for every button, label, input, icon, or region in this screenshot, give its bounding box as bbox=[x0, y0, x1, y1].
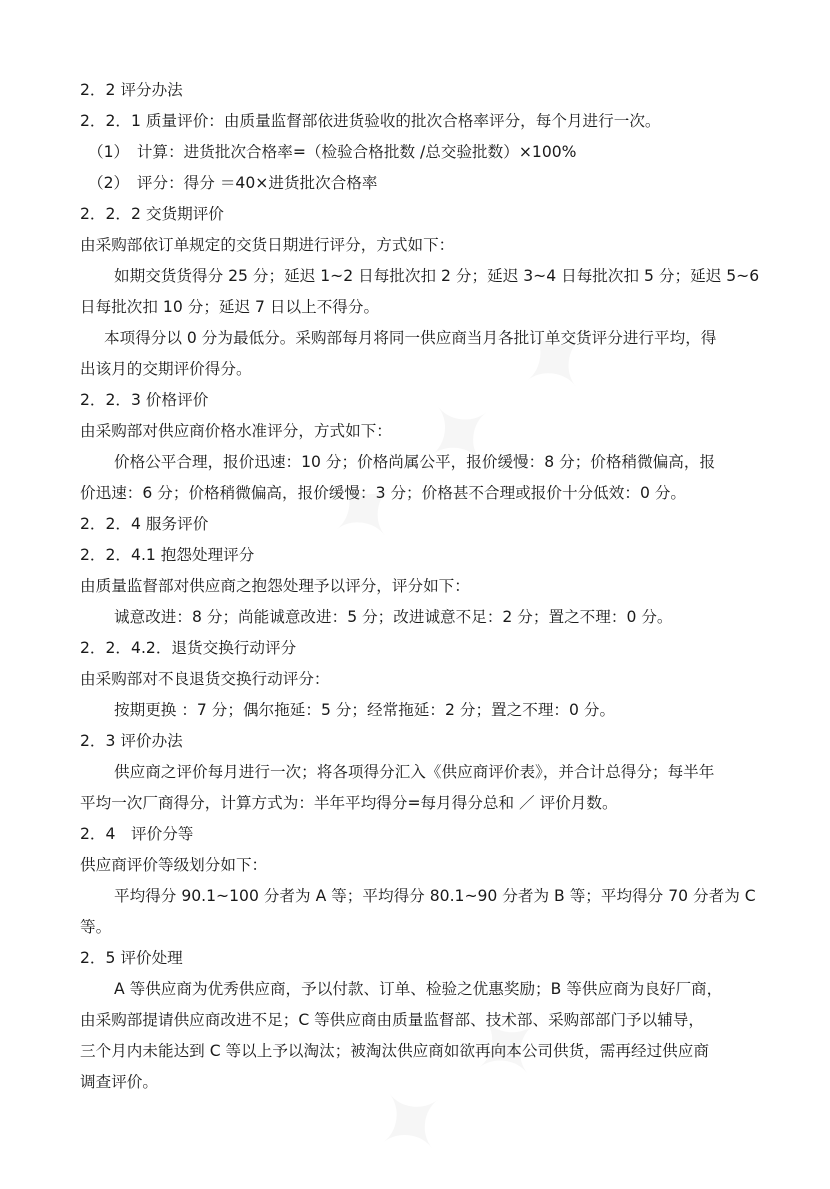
paragraph: 如期交货货得分 25 分；延迟 1~2 日每批次扣 2 分；延迟 3~4 日每批次扣 5 分；延迟 5~6 bbox=[114, 267, 760, 285]
heading-2-5: 2．5 评价处理 bbox=[80, 949, 183, 967]
paragraph: 等。 bbox=[80, 918, 112, 936]
paragraph: 平均得分 90.1~100 分者为 A 等；平均得分 80.1~90 分者为 B 等；平均得分 70 分者为 C bbox=[114, 887, 756, 905]
paragraph: 按期更换 ：7 分；偶尔拖延：5 分；经常拖延：2 分；置之不理：0 分。 bbox=[114, 701, 616, 719]
paragraph: 出该月的交期评价得分。 bbox=[80, 360, 252, 378]
paragraph: 由采购部依订单规定的交货日期进行评分，方式如下： bbox=[80, 236, 455, 254]
paragraph: 调查评价。 bbox=[80, 1073, 158, 1091]
heading-2-2-2: 2．2．2 交货期评价 bbox=[80, 205, 224, 223]
paragraph: 供应商之评价每月进行一次；将各项得分汇入《供应商评价表》，并合计总得分；每半年 bbox=[114, 763, 715, 781]
heading-2-4: 2．4 评价分等 bbox=[80, 825, 194, 843]
heading-2-2-4-1: 2．2．4.1 抱怨处理评分 bbox=[80, 546, 255, 564]
paragraph: 由采购部对不良退货交换行动评分： bbox=[80, 670, 330, 688]
paragraph: A 等供应商为优秀供应商，予以付款、订单、检验之优惠奖励；B 等供应商为良好厂商， bbox=[114, 980, 723, 998]
list-item: （1） 计算：进货批次合格率=（检验合格批数 /总交验批数）×100% bbox=[88, 143, 577, 161]
heading-2-2-4-2: 2．2．4.2．退货交换行动评分 bbox=[80, 639, 297, 657]
paragraph: 由采购部提请供应商改进不足；C 等供应商由质量监督部、技术部、采购部部门予以辅导， bbox=[80, 1011, 705, 1029]
list-item: （2） 评分：得分 ＝40×进货批次合格率 bbox=[88, 174, 378, 192]
paragraph: 价格公平合理，报价迅速：10 分；价格尚属公平，报价缓慢：8 分；价格稍微偏高，报 bbox=[114, 453, 716, 471]
heading-2-2-1: 2．2．1 质量评价：由质量监督部依进货验收的批次合格率评分，每个月进行一次。 bbox=[80, 112, 661, 130]
paragraph: 本项得分以 0 分为最低分。采购部每月将同一供应商当月各批订单交货评分进行平均，得 bbox=[104, 329, 717, 347]
heading-2-2: 2．2 评分办法 bbox=[80, 81, 183, 99]
paragraph: 价迅速：6 分；价格稍微偏高，报价缓慢：3 分；价格甚不合理或报价十分低效：0 分。 bbox=[80, 484, 687, 502]
paragraph: 供应商评价等级划分如下： bbox=[80, 856, 268, 874]
heading-2-2-3: 2．2．3 价格评价 bbox=[80, 391, 209, 409]
paragraph: 诚意改进：8 分；尚能诚意改进：5 分；改进诚意不足：2 分；置之不理：0 分。 bbox=[114, 608, 673, 626]
paragraph: 由采购部对供应商价格水准评分，方式如下： bbox=[80, 422, 392, 440]
heading-2-3: 2．3 评价办法 bbox=[80, 732, 183, 750]
paragraph: 由质量监督部对供应商之抱怨处理予以评分，评分如下： bbox=[80, 577, 470, 595]
heading-2-2-4: 2．2．4 服务评价 bbox=[80, 515, 209, 533]
paragraph: 日每批次扣 10 分；延迟 7 日以上不得分。 bbox=[80, 298, 380, 316]
paragraph: 三个月内未能达到 C 等以上予以淘汰；被淘汰供应商如欲再向本公司供货，需再经过供应商 bbox=[80, 1042, 709, 1060]
paragraph: 平均一次厂商得分，计算方式为：半年平均得分=每月得分总和 ／ 评价月数。 bbox=[80, 794, 618, 812]
